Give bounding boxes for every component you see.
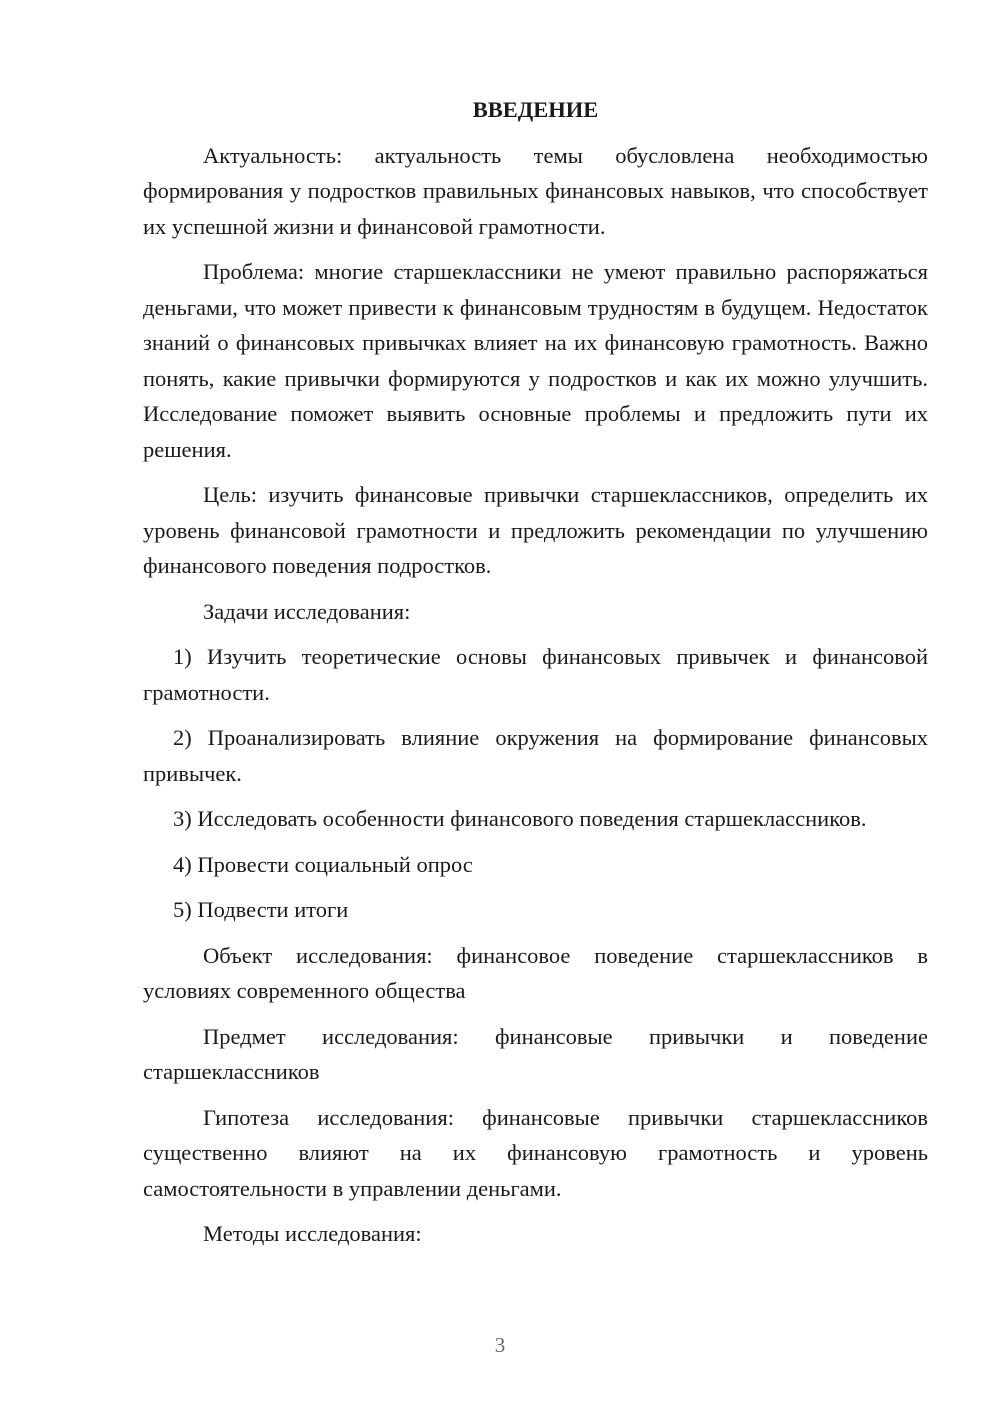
object-paragraph: Объект исследования: финансовое поведение старшеклассников в условиях современного общества <box>143 942 928 1003</box>
tasks-heading: Задачи исследования: <box>203 598 411 624</box>
task-item-3: 3) Исследовать особенности финансового поведения старшеклассников. <box>173 806 867 831</box>
task-item-4: 4) Провести социальный опрос <box>173 851 473 877</box>
section-title: ВВЕДЕНИЕ <box>472 97 599 122</box>
page-number: 3 <box>494 1333 506 1357</box>
subject-paragraph: Предмет исследования: финансовые привычки и поведение старшеклассников <box>143 1023 928 1084</box>
task-item-5: 5) Подвести итоги <box>173 897 349 922</box>
relevance-paragraph: Актуальность: актуальность темы обусловлена необходимостью формирования у подростков правильных финансовых навыков, что способствует их успешной жизни и финансовой грамотности. <box>143 142 928 239</box>
task-item-2: 2) Проанализировать влияние окружения на формирование финансовых привычек. <box>143 725 928 786</box>
problem-paragraph: Проблема: многие старшеклассники не умеют правильно распоряжаться деньгами, что может привести к финансовым трудностям в будущем. Недостаток знаний о финансовых привычках влияет на их финансовую грамотность. Важно понять, какие привычки формируются у подростков и как их можно улучшить. Исследование поможет выявить основные проблемы и предложить пути их решения. <box>143 259 928 462</box>
methods-heading: Методы исследования: <box>203 1221 422 1246</box>
goal-paragraph: Цель: изучить финансовые привычки старшеклассников, определить их уровень финансовой грамотности и предложить рекомендации по улучшению финансового поведения подростков. <box>143 482 928 578</box>
task-item-1: 1) Изучить теоретические основы финансовых привычек и финансовой грамотности. <box>143 644 928 705</box>
hypothesis-paragraph: Гипотеза исследования: финансовые привычки старшеклассников существенно влияют на их финансовую грамотность и уровень самостоятельности в управлении деньгами. <box>143 1104 928 1201</box>
document-body <box>143 92 928 1262</box>
